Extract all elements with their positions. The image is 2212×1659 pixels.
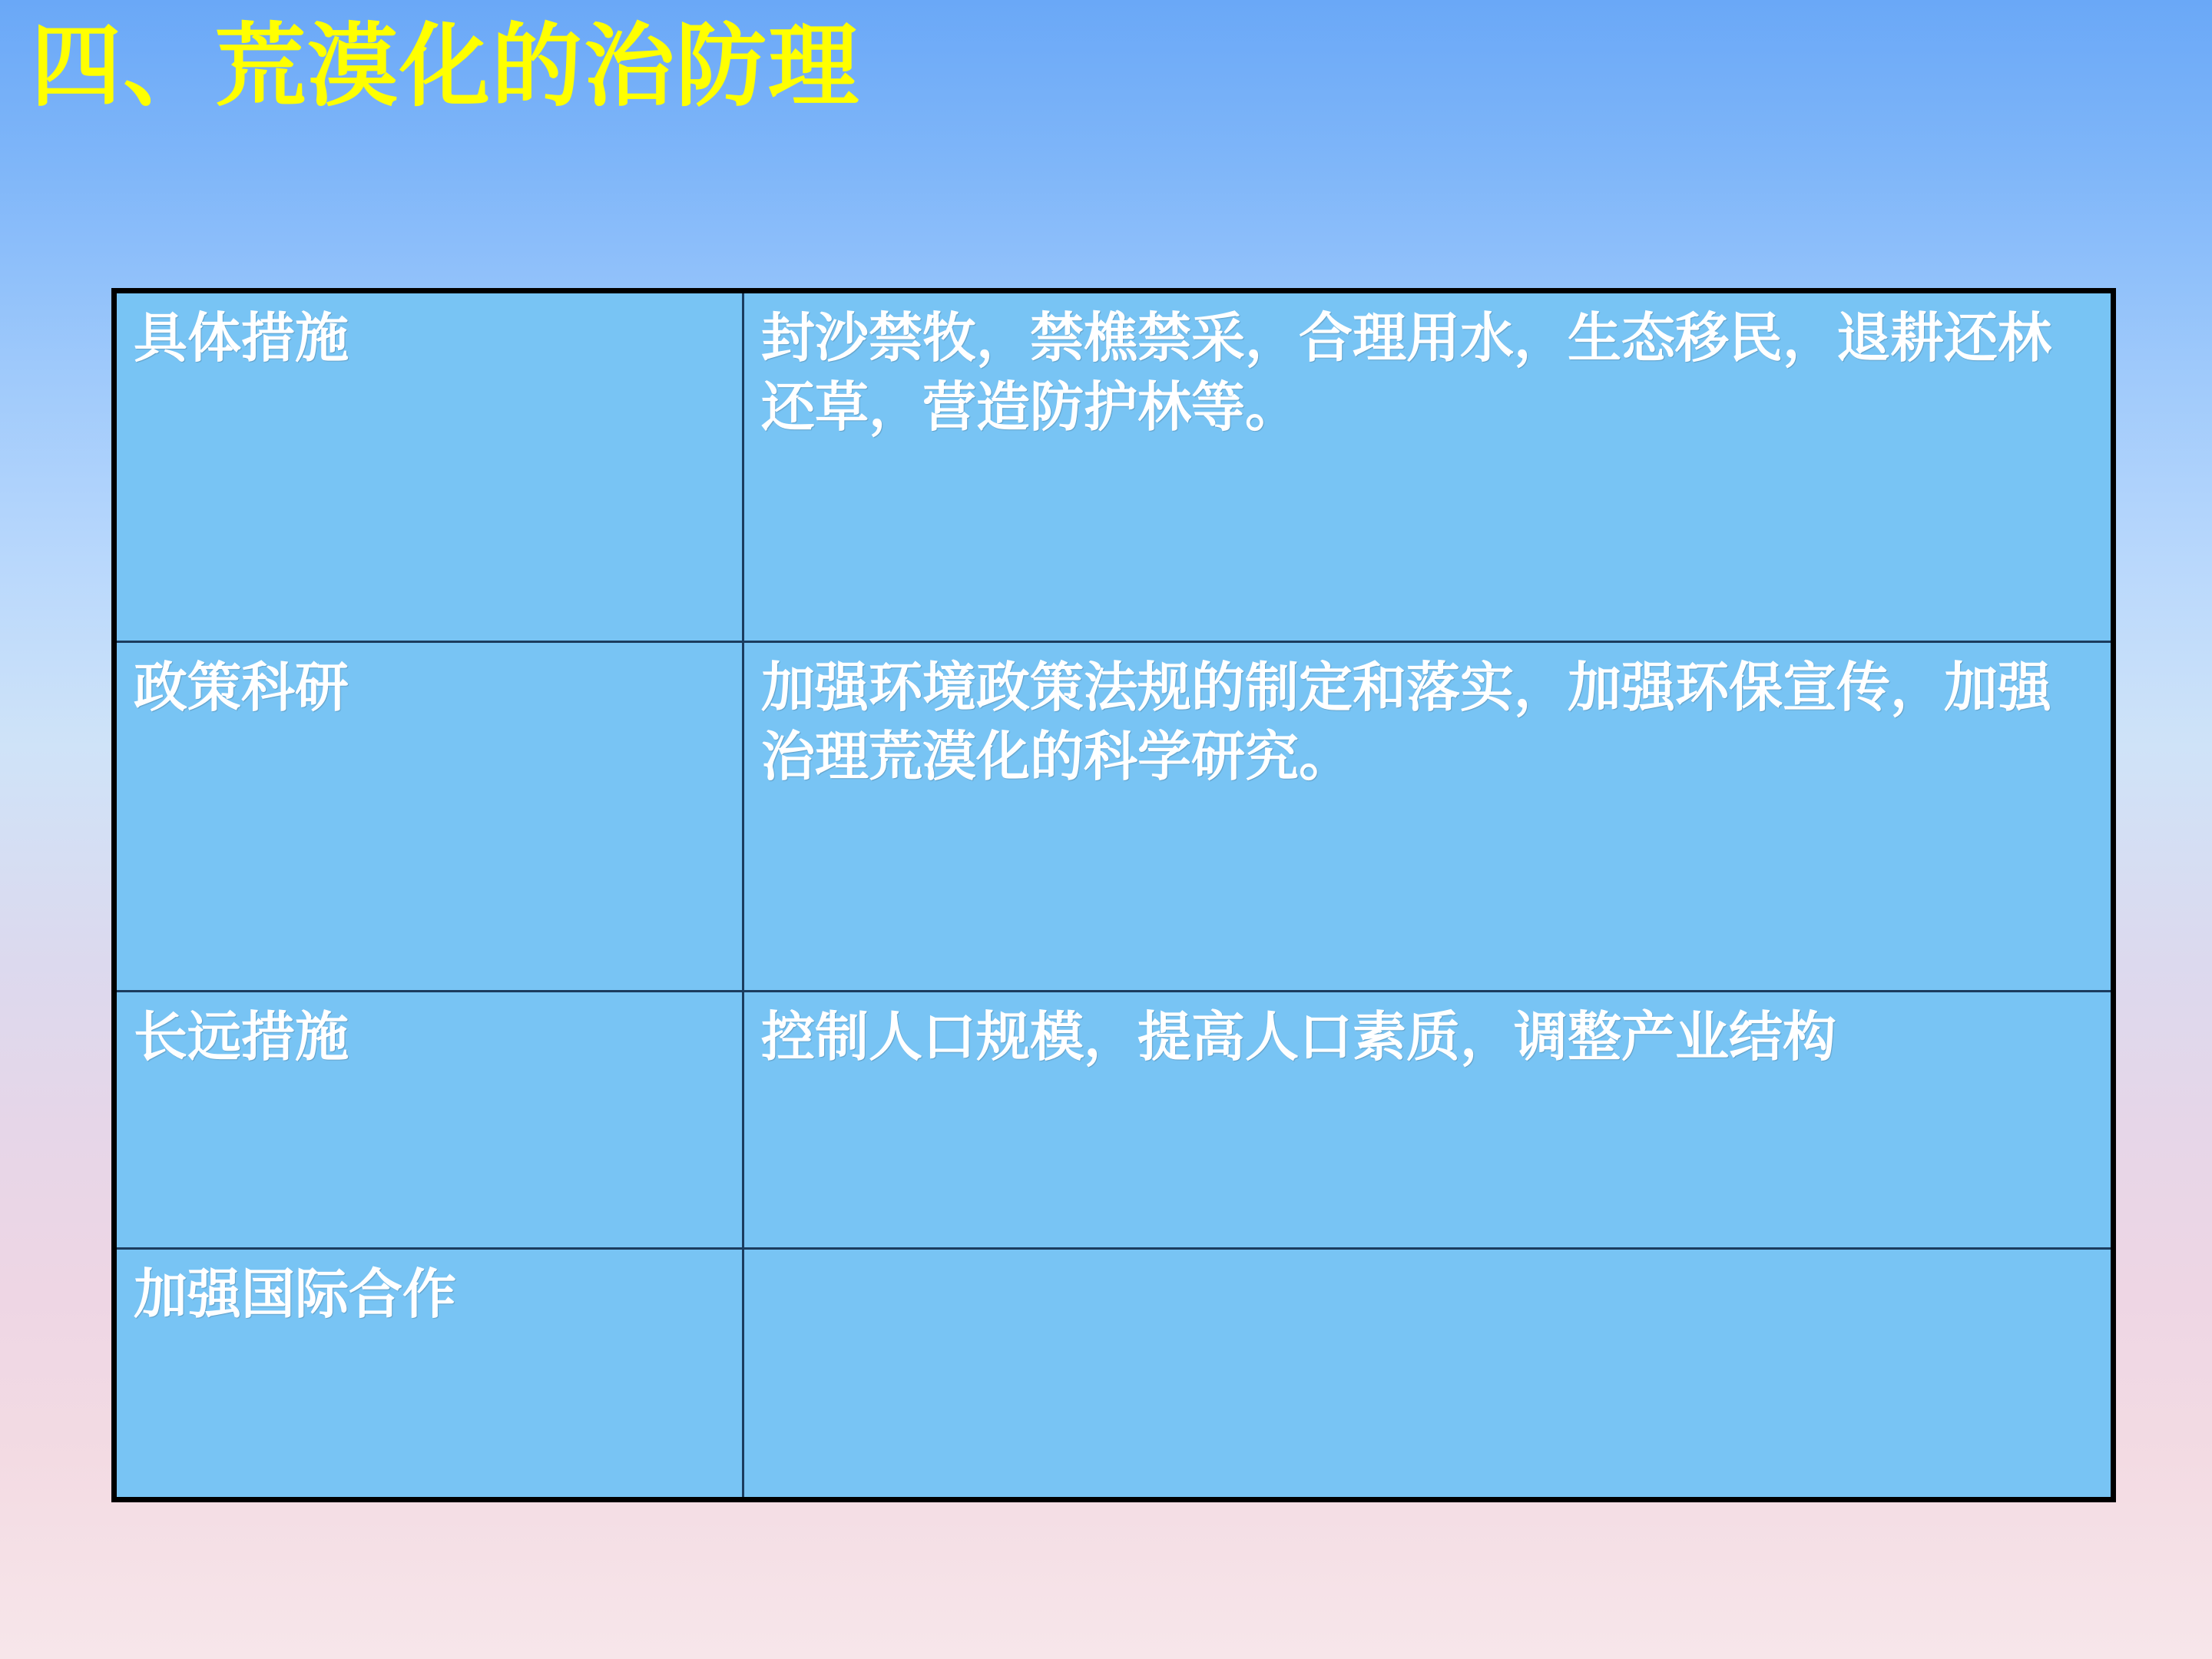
page-title: 四、荒漠化的治防理	[31, 17, 861, 118]
table-cell-content	[743, 992, 2114, 1249]
table-cell-content	[743, 1249, 2114, 1500]
table-row	[114, 291, 2114, 642]
table-cell-label	[114, 992, 743, 1249]
table-row	[114, 1249, 2114, 1500]
table-row	[114, 992, 2114, 1249]
measure-label: 加强国际合作	[134, 1264, 456, 1324]
measure-content: 加强环境政策法规的制定和落实，加强环保宣传，加强治理荒漠化的科学研究。	[761, 657, 2051, 786]
measures-table	[111, 288, 2116, 1502]
measure-content: 封沙禁牧，禁樵禁采，合理用水，生态移民，退耕还林还草，营造防护林等。	[761, 308, 2051, 437]
measure-label: 具体措施	[134, 308, 349, 368]
measure-label: 长远措施	[134, 1007, 349, 1067]
table-cell-label	[114, 1249, 743, 1500]
table-cell-content	[743, 291, 2114, 642]
measure-content: 控制人口规模，提高人口素质，调整产业结构	[761, 1007, 1836, 1067]
table-cell-label	[114, 642, 743, 992]
measure-label: 政策科研	[134, 657, 349, 717]
table-row	[114, 642, 2114, 992]
table-cell-label	[114, 291, 743, 642]
table-cell-content	[743, 642, 2114, 992]
